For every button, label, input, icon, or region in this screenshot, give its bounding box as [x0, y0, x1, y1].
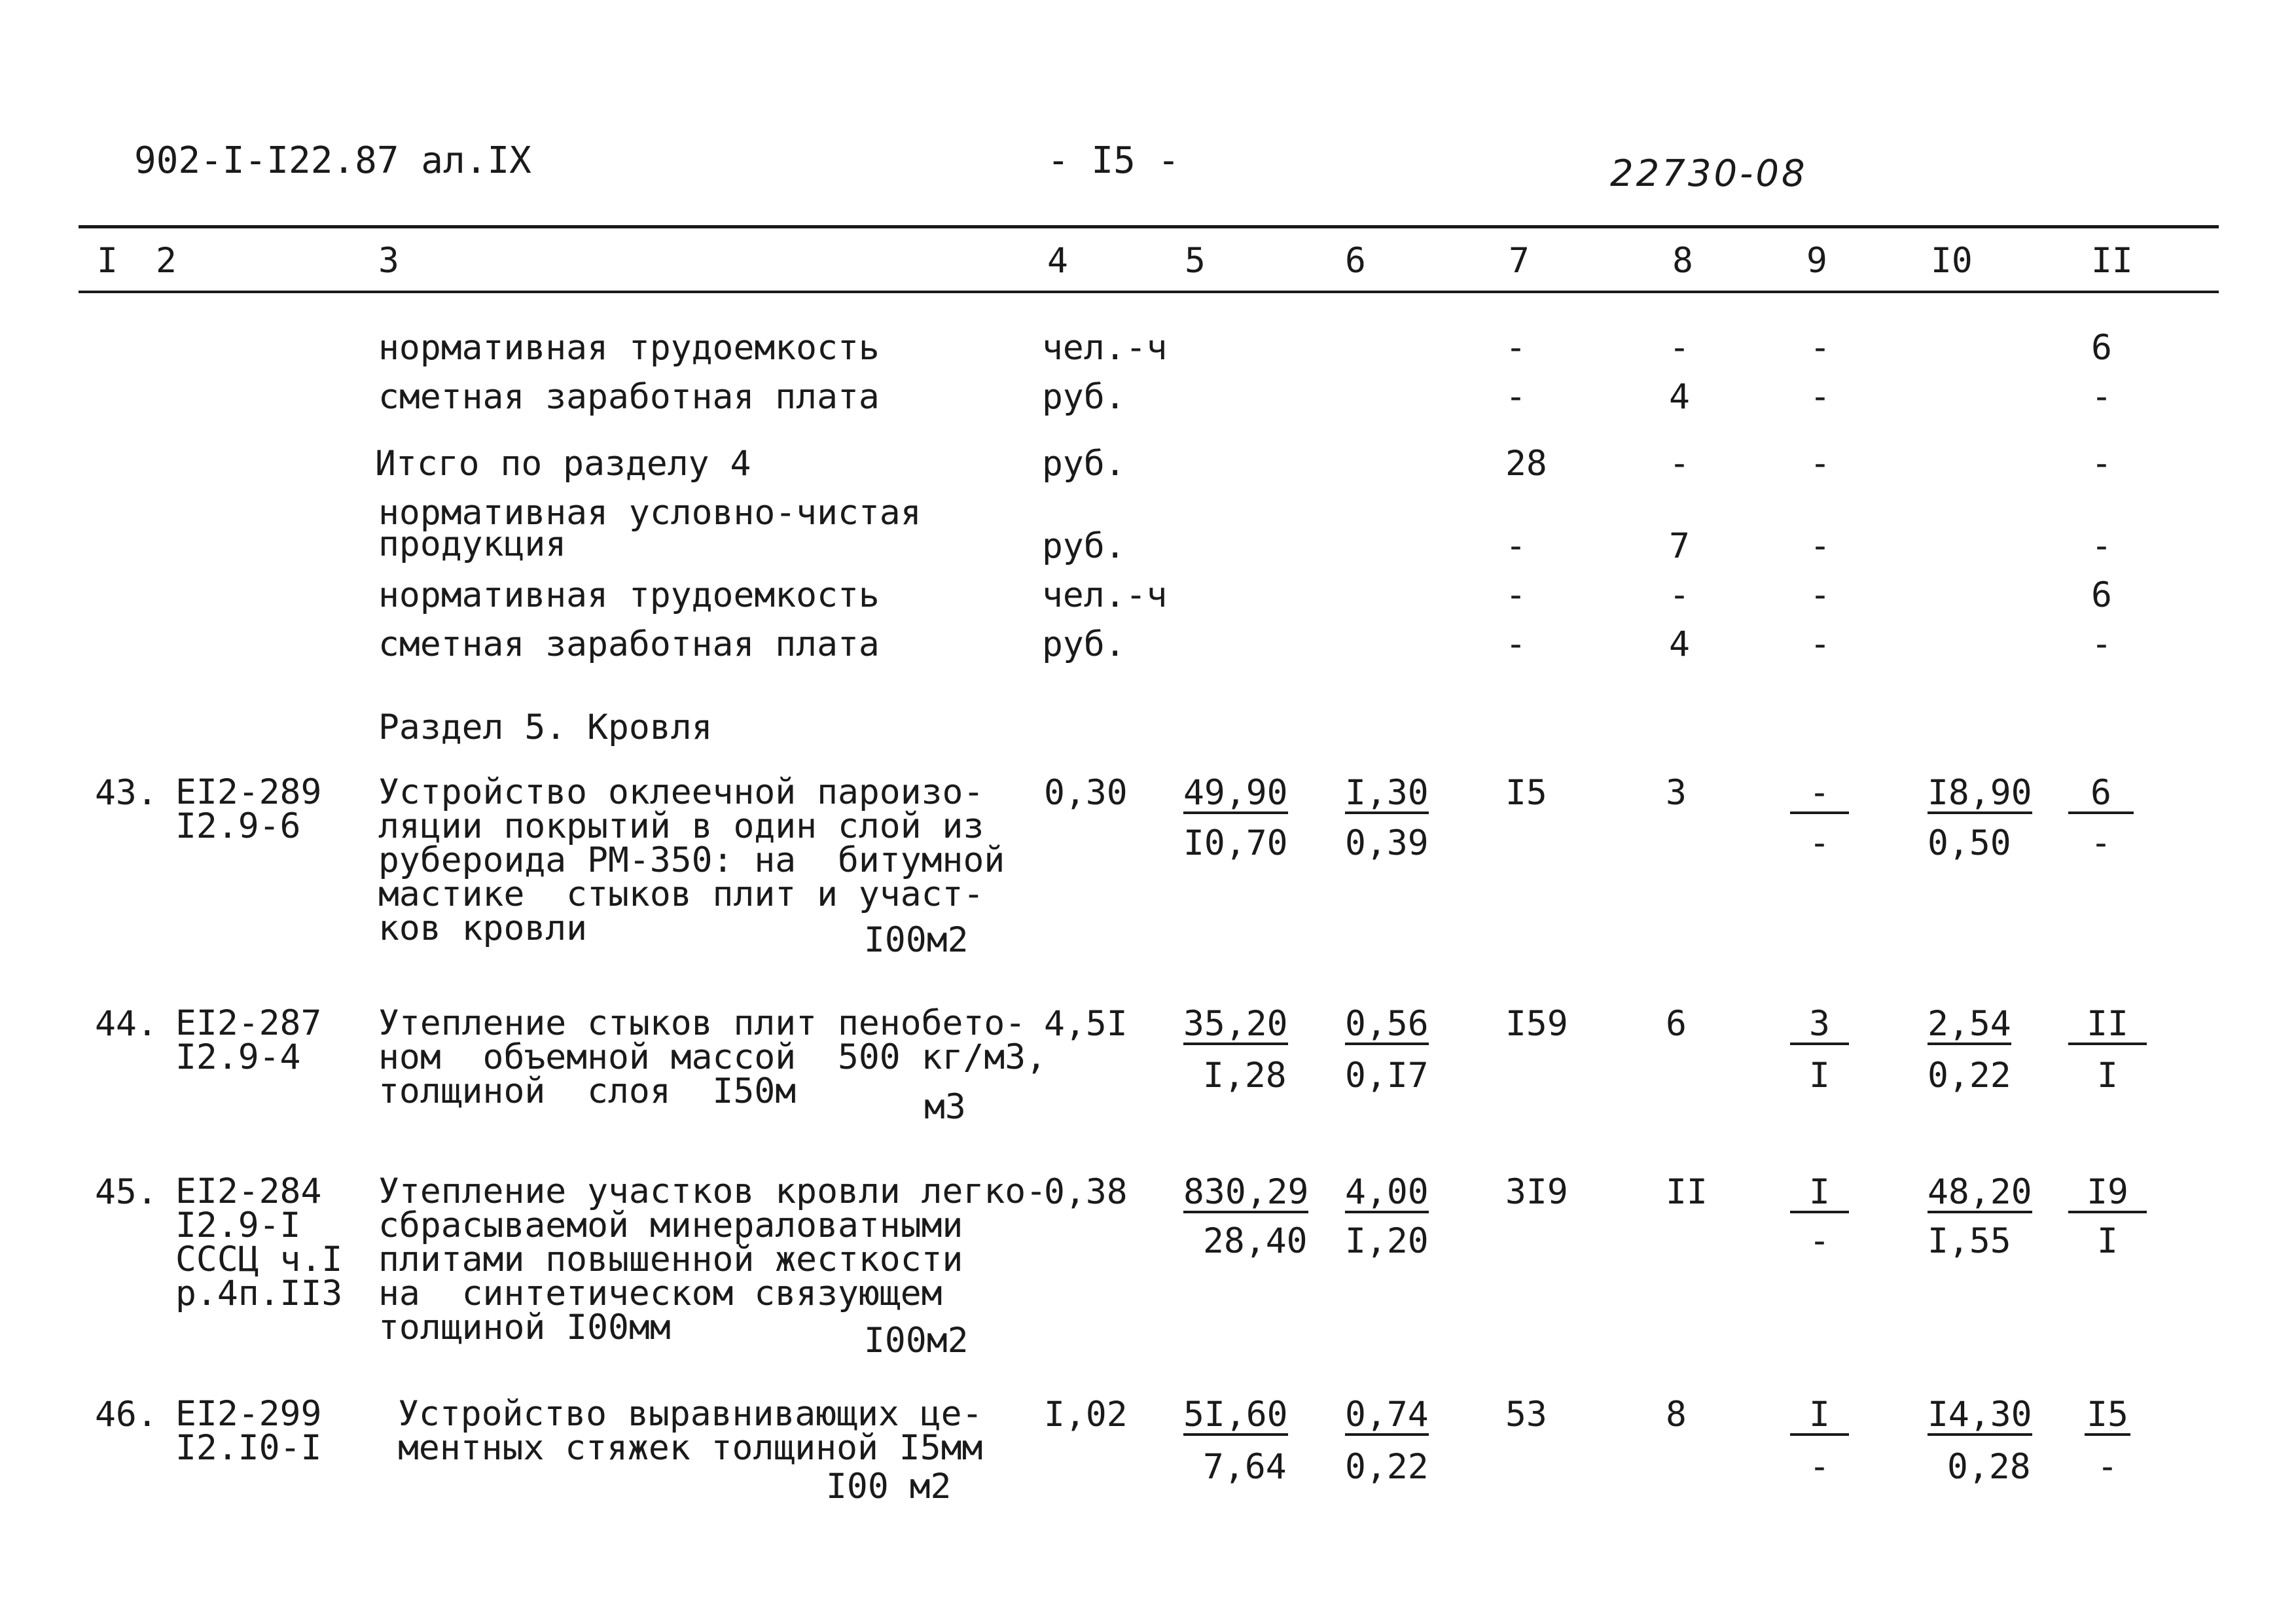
col10-top: I4,30: [1928, 1395, 2032, 1435]
cell-col8: 4: [1669, 624, 1690, 664]
item-measure: I00м2: [864, 1321, 969, 1361]
cell-col9: -: [1810, 624, 1831, 664]
col-header-5: 5: [1185, 241, 1206, 281]
col5-top: 35,20: [1183, 1004, 1288, 1044]
col7-value: 53: [1505, 1395, 1547, 1435]
col10-bottom: 0,50: [1928, 823, 2011, 863]
cell-col11: -: [2091, 444, 2112, 484]
cell-col8: -: [1669, 328, 1690, 368]
col9-top: 3: [1790, 1007, 1849, 1045]
col10-top: 48,20: [1928, 1172, 2032, 1212]
item-measure: м3: [924, 1087, 966, 1127]
col7-value: I59: [1505, 1004, 1568, 1044]
col-header-7: 7: [1509, 241, 1530, 281]
cell-col11: 6: [2091, 328, 2112, 368]
col6-top: 0,74: [1345, 1395, 1429, 1435]
cell-col7: -: [1505, 624, 1526, 664]
section-title: Раздел 5. Кровля: [378, 707, 713, 747]
cell-col7: -: [1505, 575, 1526, 615]
cell-col9: -: [1810, 575, 1831, 615]
col-header-3: 3: [378, 241, 399, 281]
row-unit: руб.: [1042, 377, 1126, 417]
cell-col8: 4: [1669, 377, 1690, 417]
cell-col7: 28: [1505, 444, 1547, 484]
col6-bottom: 0,I7: [1345, 1056, 1429, 1096]
col6-top: 4,00: [1345, 1172, 1429, 1212]
cell-col11: -: [2091, 377, 2112, 417]
col10-bottom: I,55: [1928, 1221, 2011, 1261]
cell-col9: -: [1810, 444, 1831, 484]
item-quantity: 0,30: [1044, 773, 1128, 813]
row-label: нормативная трудоемкость: [378, 328, 880, 368]
cell-col9: -: [1810, 328, 1831, 368]
col9-top: I: [1790, 1397, 1849, 1436]
col5-bottom: 28,40: [1203, 1221, 1308, 1261]
col8-value: 8: [1666, 1395, 1687, 1435]
col8-value: II: [1666, 1172, 1708, 1212]
item-description: Устройство оклеечной пароизо- ляции покрытий в один слой из рубероида РМ-350: на битумной мастике стыков плит и участ- ков кровли: [378, 772, 1005, 948]
col-header-10: I0: [1931, 241, 1973, 281]
col9-bottom: -: [1809, 823, 1830, 863]
col7-value: I5: [1505, 773, 1547, 813]
col-header-2: 2: [156, 241, 177, 281]
col9-top: I: [1790, 1175, 1849, 1213]
col6-top: I,30: [1345, 773, 1429, 813]
col6-bottom: I,20: [1345, 1221, 1429, 1261]
item-number: 45.: [95, 1172, 158, 1212]
col9-bottom: I: [1809, 1056, 1830, 1096]
cell-col8: -: [1669, 575, 1690, 615]
row-unit: руб.: [1042, 624, 1126, 664]
col9-bottom: -: [1809, 1447, 1830, 1487]
row-label: нормативная условно-чистая продукция: [378, 493, 922, 564]
col11-top: 6: [2068, 776, 2134, 814]
cell-col7: -: [1505, 328, 1526, 368]
col10-top: 2,54: [1928, 1004, 2011, 1044]
col6-top: 0,56: [1345, 1004, 1429, 1044]
item-code: ЕI2-287 I2.9-4: [175, 1003, 322, 1077]
item-quantity: 0,38: [1044, 1172, 1128, 1212]
item-quantity: 4,5I: [1044, 1004, 1128, 1044]
col9-bottom: -: [1809, 1221, 1830, 1261]
cell-col7: -: [1505, 526, 1526, 566]
col5-bottom: I0,70: [1183, 823, 1288, 863]
col11-top: I5: [2085, 1397, 2130, 1436]
col11-top: II: [2068, 1007, 2147, 1045]
col11-bottom: -: [2097, 1447, 2118, 1487]
col5-bottom: I,28: [1203, 1056, 1287, 1096]
item-quantity: I,02: [1044, 1395, 1128, 1435]
col-header-9: 9: [1806, 241, 1827, 281]
cell-col8: 7: [1669, 526, 1690, 566]
row-label: Итсго по разделу 4: [375, 444, 751, 484]
col6-bottom: 0,39: [1345, 823, 1429, 863]
col-header-6: 6: [1345, 241, 1366, 281]
document-code: 902-I-I22.87 ал.IX: [134, 139, 531, 182]
row-label: нормативная трудоемкость: [378, 575, 880, 615]
col10-bottom: 0,28: [1947, 1447, 2031, 1487]
col11-bottom: I: [2097, 1221, 2118, 1261]
cell-col11: -: [2091, 624, 2112, 664]
col11-bottom: -: [2090, 823, 2111, 863]
row-unit: чел.-ч: [1042, 575, 1168, 615]
row-unit: чел.-ч: [1042, 328, 1168, 368]
cell-col9: -: [1810, 526, 1831, 566]
col11-bottom: I: [2097, 1056, 2118, 1096]
col6-bottom: 0,22: [1345, 1447, 1429, 1487]
col11-top: I9: [2068, 1175, 2147, 1213]
row-unit: руб.: [1042, 444, 1126, 484]
item-code: ЕI2-284 I2.9-I СССЦ ч.I р.4п.II3: [175, 1171, 343, 1313]
col-header-8: 8: [1672, 241, 1693, 281]
col5-top: 49,90: [1183, 773, 1288, 813]
item-measure: I00м2: [864, 920, 969, 960]
cell-col11: -: [2091, 526, 2112, 566]
inventory-number: 22730-08: [1610, 152, 1808, 195]
cell-col11: 6: [2091, 575, 2112, 615]
col10-top: I8,90: [1928, 773, 2032, 813]
top-rule: [79, 225, 2219, 228]
col5-top: 5I,60: [1183, 1395, 1288, 1435]
col-header-1: I: [97, 241, 118, 281]
header-bottom-rule: [79, 291, 2219, 293]
col7-value: 3I9: [1505, 1172, 1568, 1212]
col8-value: 3: [1666, 773, 1687, 813]
item-measure: I00 м2: [826, 1467, 952, 1507]
col-header-11: II: [2091, 241, 2133, 281]
item-description: Утепление участков кровли легко- сбрасываемой минераловатными плитами повышенной жесткости на синтетическом связующем толщиной I00мм: [378, 1171, 1047, 1347]
col9-top: -: [1790, 776, 1849, 814]
row-label: сметная заработная плата: [378, 624, 880, 664]
col5-top: 830,29: [1183, 1172, 1309, 1212]
page-number: - I5 -: [1047, 139, 1180, 182]
row-unit: руб.: [1042, 526, 1126, 566]
item-number: 43.: [95, 773, 158, 813]
cell-col8: -: [1669, 444, 1690, 484]
item-description: Утепление стыков плит пенобето- ном объемной массой 500 кг/м3, толщиной слоя I50м: [378, 1003, 1047, 1111]
col8-value: 6: [1666, 1004, 1687, 1044]
col5-bottom: 7,64: [1203, 1447, 1287, 1487]
item-code: ЕI2-299 I2.I0-I: [175, 1394, 322, 1468]
item-number: 46.: [95, 1395, 158, 1435]
cell-col9: -: [1810, 377, 1831, 417]
item-number: 44.: [95, 1004, 158, 1044]
col-header-4: 4: [1047, 241, 1068, 281]
col10-bottom: 0,22: [1928, 1056, 2011, 1096]
item-code: ЕI2-289 I2.9-6: [175, 772, 322, 846]
item-description: Устройство выравнивающих це- ментных стяжек толщиной I5мм: [398, 1394, 983, 1468]
cell-col7: -: [1505, 377, 1526, 417]
row-label: сметная заработная плата: [378, 377, 880, 417]
